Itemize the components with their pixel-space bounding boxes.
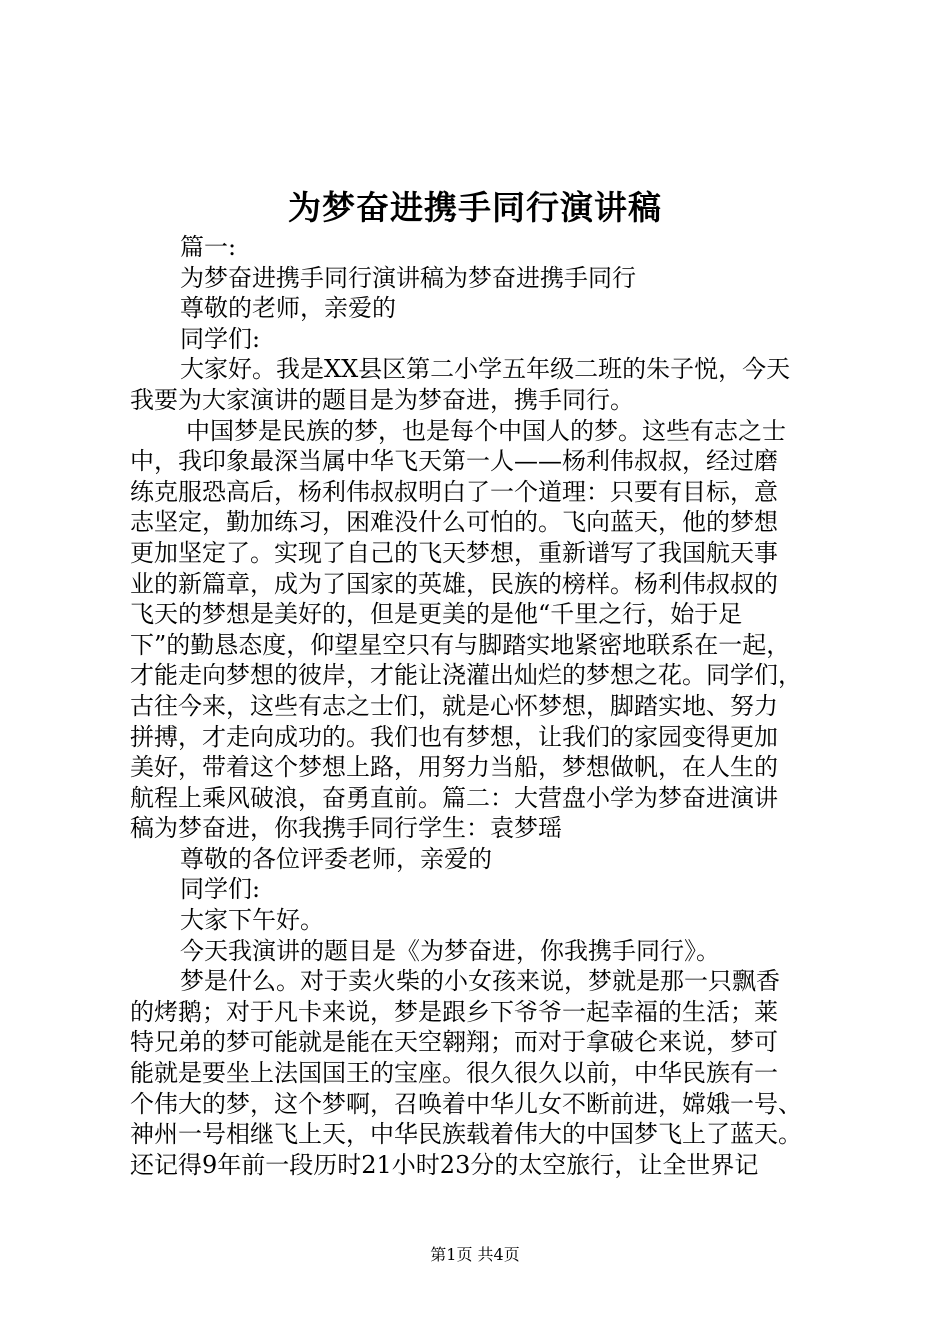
text-line: 稿为梦奋进，你我携手同行学生：袁梦瑶 [130,814,562,843]
text-line: 能就是要坐上法国国王的宝座。很久很久以前，中华民族有一 [130,1059,778,1088]
text-line: 古往今来，这些有志之士们，就是心怀梦想，脚踏实地、努力 [130,691,778,720]
text-line: 才能走向梦想的彼岸，才能让浇灌出灿烂的梦想之花。同学们， [130,661,802,690]
text-line: 拼搏，才走向成功的。我们也有梦想，让我们的家园变得更加 [130,722,778,751]
text-line: 还记得9年前一段历时21小时23分的太空旅行，让全世界记 [130,1150,759,1179]
text-line: 业的新篇章，成为了国家的英雄，民族的榜样。杨利伟叔叔的 [130,569,778,598]
text-line: 美好，带着这个梦想上路，用努力当船，梦想做帆，在人生的 [130,753,778,782]
text-line: 特兄弟的梦可能就是能在天空翱翔；而对于拿破仑来说，梦可 [130,1028,778,1057]
text-line: 同学们: [180,875,261,904]
text-line: 梦是什么。对于卖火柴的小女孩来说，梦就是那一只飘香 [180,967,780,996]
text-line: 今天我演讲的题目是《为梦奋进，你我携手同行》。 [180,936,720,965]
document-body [130,232,840,1180]
text-line: 为梦奋进携手同行演讲稿为梦奋进携手同行 [180,263,636,292]
text-line: 的烤鹅；对于凡卡来说，梦是跟乡下爷爷一起幸福的生活；莱 [130,997,778,1026]
text-line: 神州一号相继飞上天，中华民族载着伟大的中国梦飞上了蓝天。 [130,1120,802,1149]
text-line: 同学们: [180,324,261,353]
document-title: 为梦奋进携手同行演讲稿 [288,188,662,227]
text-line: 篇一: [180,233,237,261]
text-line: 我要为大家演讲的题目是为梦奋进，携手同行。 [130,385,634,414]
text-line: 尊敬的老师，亲爱的 [180,294,396,323]
text-line: 练克服恐高后，杨利伟叔叔明白了一个道理：只要有目标，意 [130,477,778,506]
text-line: 下”的勤恳态度，仰望星空只有与脚踏实地紧密地联系在一起， [130,630,791,659]
text-line: 中国梦是民族的梦，也是每个中国人的梦。这些有志之士 [186,416,786,445]
text-line: 飞天的梦想是美好的，但是更美的是他“千里之行，始于足 [130,600,743,629]
text-line: 中，我印象最深当属中华飞天第一人——杨利伟叔叔，经过磨 [130,447,778,476]
text-line: 更加坚定了。实现了自己的飞天梦想，重新谱写了我国航天事 [130,538,778,567]
page-footer: 第1页 共4页 [430,1245,520,1264]
text-line: 志坚定，勤加练习，困难没什么可怕的。飞向蓝天，他的梦想 [130,508,778,537]
text-line: 大家下午好。 [180,906,324,935]
text-line: 航程上乘风破浪，奋勇直前。篇二：大营盘小学为梦奋进演讲 [130,783,778,812]
text-line: 个伟大的梦，这个梦啊，召唤着中华儿女不断前进，嫦娥一号、 [130,1089,802,1118]
text-line: 尊敬的各位评委老师，亲爱的 [180,844,492,873]
text-line: 大家好。我是XX县区第二小学五年级二班的朱子悦，今天 [180,355,791,384]
